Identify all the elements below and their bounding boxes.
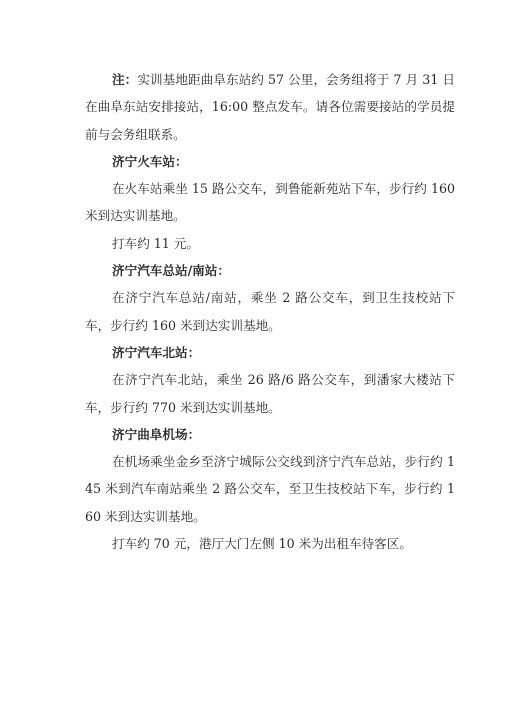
train-station-taxi-fare: 打车约 11 元。 xyxy=(112,235,200,251)
airport-bus-directions: 在机场乘坐金乡至济宁城际公交线到济宁汽车总站，步行约 145 米到汽车南站乘坐 2 路公交车，至卫生技校站下车，步行约 160 米到达实训基地。 xyxy=(85,454,455,524)
section-heading-train-station: 济宁火车站： xyxy=(112,153,188,169)
airport-taxi-info: 打车约 70 元，港厅大门左侧 10 米为出租车待客区。 xyxy=(112,536,412,552)
train-station-bus-directions: 在火车站乘坐 15 路公交车，到鲁能新苑站下车，步行约 160 米到达实训基地。 xyxy=(85,181,455,224)
note-paragraph xyxy=(85,66,455,148)
section-heading-bus-terminal-north: 济宁汽车北站： xyxy=(112,344,201,360)
note-text: 实训基地距曲阜东站约 57 公里，会务组将于 7 月 31 日在曲阜东站安排接站，16:00 整点发车。请各位需要接站的学员提前与会务组联系。 xyxy=(85,72,455,142)
document-body xyxy=(85,66,455,557)
bus-terminal-north-directions: 在济宁汽车北站，乘坐 26 路/6 路公交车，到潘家大楼站下车，步行约 770 米到达实训基地。 xyxy=(85,372,455,415)
note-label: 注： xyxy=(112,72,138,87)
section-heading-airport: 济宁曲阜机场： xyxy=(112,426,201,442)
section-heading-bus-terminal-south: 济宁汽车总站/南站： xyxy=(112,263,230,279)
bus-terminal-south-directions: 在济宁汽车总站/南站，乘坐 2 路公交车，到卫生技校站下车，步行约 160 米到达实训基地。 xyxy=(85,290,455,333)
